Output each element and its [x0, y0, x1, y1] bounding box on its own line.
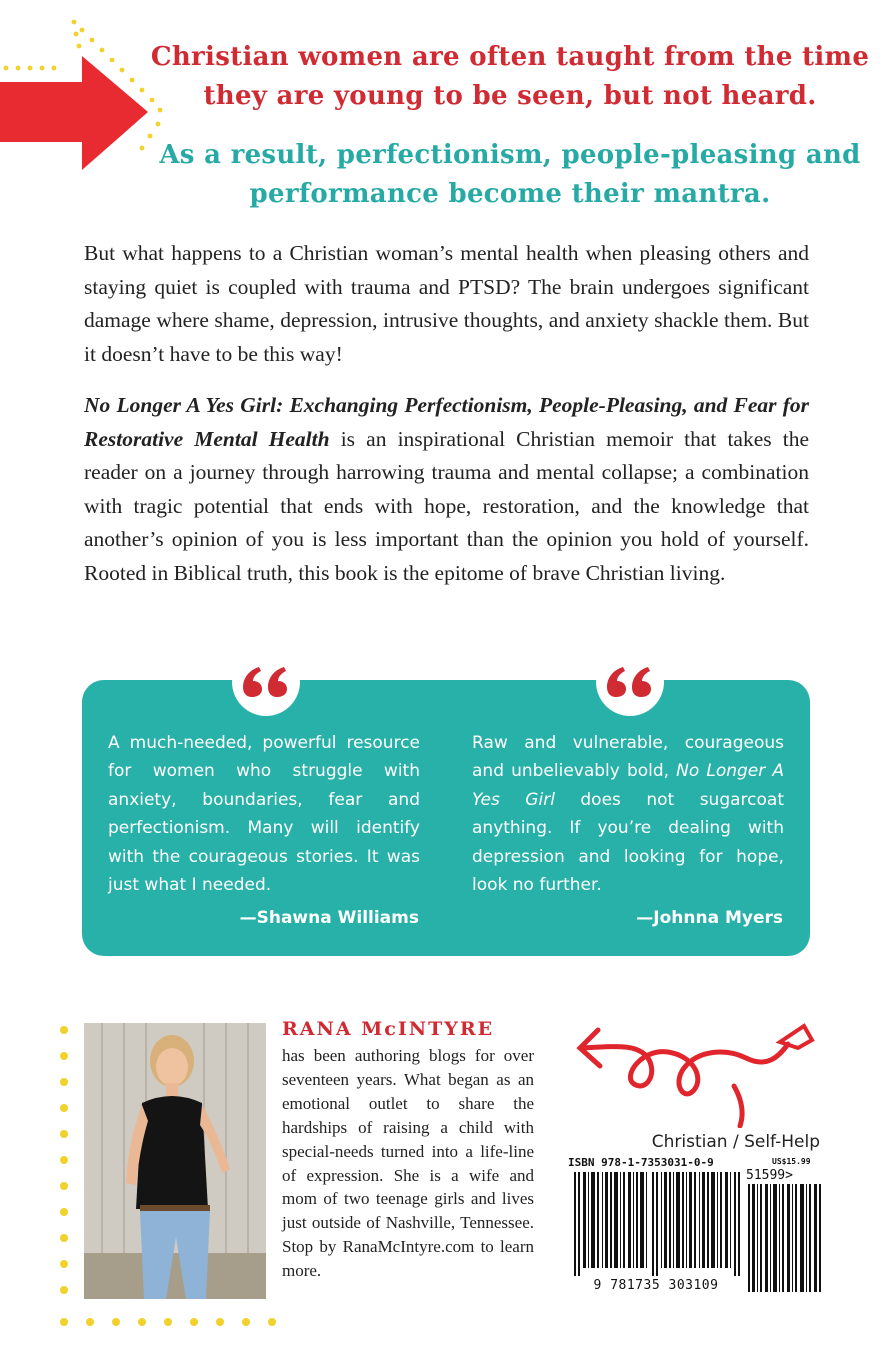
- description-paragraph-2-text: is an inspirational Christian memoir that takes the reader on a journey through harrowing trauma and mental collapse; a combination with tragic potential that ends with hope, restoration, and the knowledge that another’s opinion of you is less important than the opinion you hold of yourself. Rooted in Biblical truth, this book is the epitome of brave Christian living.: [84, 426, 810, 585]
- author-photo: [84, 1023, 266, 1299]
- description-paragraph-2: [84, 389, 809, 590]
- testimonial-book-title: No Longer A Yes Girl: [472, 761, 784, 810]
- author-bio: has been authoring blogs for over seventeen years. What began as an emotional outlet to share the hardships of raising a child with special-needs turned into a life-line of expression. She is a wife and mom of two teenage girls and lives just outside of Nashville, Tennessee. Stop by RanaMcIntyre.com to learn more.: [282, 1046, 534, 1281]
- book-title: No Longer A Yes Girl: Exchanging Perfectionism, People-Pleasing, and Fear for Restorative Mental Health: [84, 393, 809, 451]
- barcode-addon-bars-icon: [748, 1184, 824, 1292]
- headline-teal: As a result, perfectionism, people-pleasing and performance become their mantra.: [159, 140, 861, 209]
- quote-mark-icon: [596, 648, 664, 716]
- dotted-border-icon: [58, 1026, 70, 1316]
- testimonial-text-start: Raw and vulnerable, courageous and unbelievably bold,: [472, 733, 784, 782]
- testimonial-attribution: —Shawna Williams: [239, 908, 419, 928]
- testimonial-text-end: does not sugarcoat anything. If you’re dealing with depression and looking for hope, look no further.: [472, 789, 784, 896]
- looping-arrow-icon: [568, 1018, 818, 1128]
- dotted-border-icon: [58, 1316, 278, 1328]
- price-label: US$15.99: [772, 1157, 811, 1166]
- headline-red: Christian women are often taught from the time they are young to be seen, but not heard.: [150, 42, 870, 111]
- quote-mark-icon: [232, 648, 300, 716]
- testimonial-text: [472, 729, 784, 899]
- isbn-label: ISBN 978-1-7353031-0-9: [568, 1156, 714, 1169]
- price-addon-digits: 51599>: [746, 1168, 793, 1183]
- author-name: RANA McINTYRE: [282, 1018, 495, 1040]
- barcode-bars-icon: [574, 1172, 740, 1276]
- testimonial-attribution: —Johnna Myers: [636, 908, 783, 928]
- arrow-decoration-icon: [0, 0, 170, 200]
- category-label: Christian / Self-Help: [651, 1132, 820, 1152]
- testimonial-text: A much-needed, powerful resource for women who struggle with anxiety, boundaries, fear and perfectionism. Many will identify with the courageous stories. It was just what I needed.: [108, 733, 420, 896]
- description-paragraph-1: But what happens to a Christian woman’s mental health when pleasing others and staying quiet is coupled with trauma and PTSD? The brain undergoes significant damage where shame, depression, intrusive thoughts, and anxiety shackle them. But it doesn’t have to be this way!: [84, 241, 809, 366]
- barcode-number: 9 781735 303109: [593, 1278, 719, 1293]
